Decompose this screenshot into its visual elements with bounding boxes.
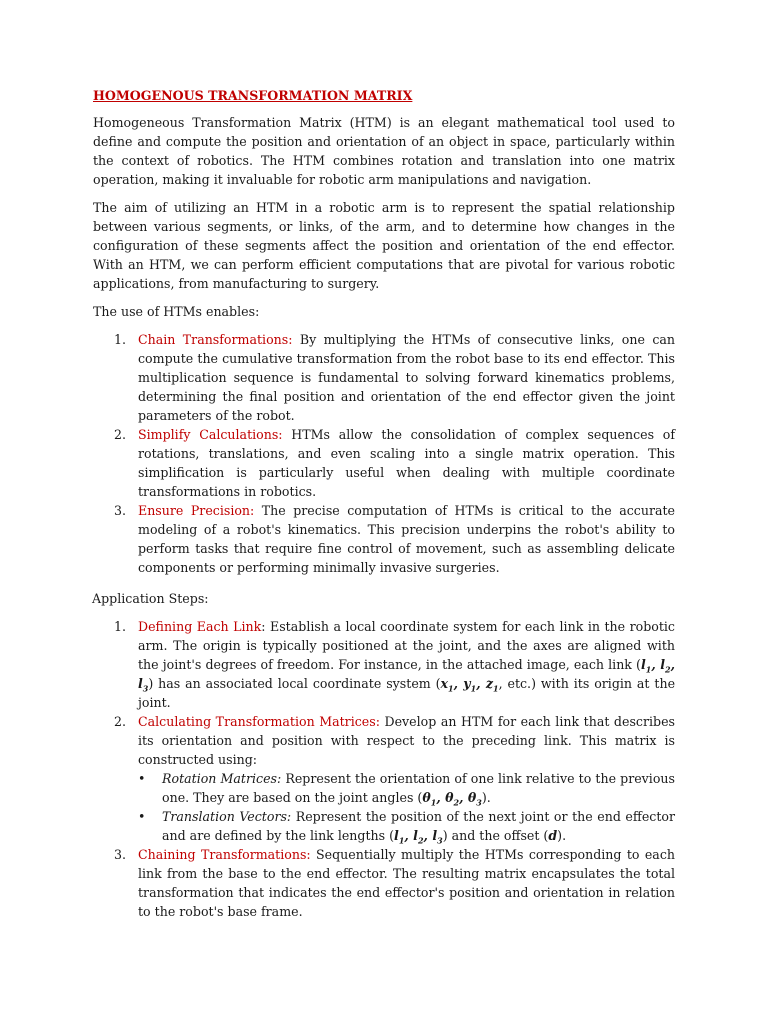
list-number: 2. (114, 714, 127, 729)
list-term: Defining Each Link (138, 619, 262, 634)
list-item (93, 330, 675, 425)
list-item (93, 617, 675, 712)
list-term: Chaining Transformations: (138, 847, 311, 862)
list-number: 3. (114, 503, 127, 518)
document-title: HOMOGENOUS TRANSFORMATION MATRIX (93, 88, 413, 103)
link-variables: $l_1$, $l_2$, $l_3$ (394, 828, 443, 846)
list-term: Simplify Calculations: (138, 427, 283, 442)
bullet-icon: • (138, 809, 146, 824)
list-text: , etc.) with its origin at the joint. (138, 676, 676, 710)
uses-list (93, 330, 675, 577)
list-text: The precise computation of HTMs is critical to the accurate modeling of a robot's kinematics. This precision underpins the robot's ability to perform tasks that require fine control of movement, such as assembling delicate components or performing minimally invasive surgeries. (138, 503, 676, 575)
list-text: By multiplying the HTMs of consecutive links, one can compute the cumulative transformation from the robot base to its end effector. This multiplication sequence is fundamental to solving forward kinematics problems, determining the final position and orientation of the end effector given the joint parameters of the robot. (138, 332, 675, 423)
sub-list (138, 769, 675, 845)
list-number: 3. (114, 847, 127, 862)
list-number: 2. (114, 427, 127, 442)
document-page (93, 86, 675, 933)
list-term: Ensure Precision: (138, 503, 255, 518)
sub-term: Rotation Matrices: (162, 771, 282, 786)
list-term: Chain Transformations: (138, 332, 293, 347)
list-text: Sequentially multiply the HTMs corresponding to each link from the base to the end effector. The resulting matrix encapsulates the total transformation that indicates the end effector's position and orientation in relation to the robot's base frame. (138, 847, 675, 919)
offset-variable: d (548, 828, 558, 843)
list-text: Develop an HTM for each link that describes its orientation and position with respect to the preceding link. This matrix is constructed using: (138, 714, 675, 767)
uses-lead: The use of HTMs enables: (93, 304, 260, 319)
list-number: 1. (114, 619, 127, 634)
list-text: HTMs allow the consolidation of complex sequences of rotations, translations, and even scaling into a single matrix operation. This simplification is particularly useful when dealing with multiple coordinate transformations in robotics. (138, 427, 675, 499)
list-number: 1. (114, 332, 127, 347)
list-item (93, 845, 675, 921)
list-item (93, 501, 675, 577)
sub-list-item (138, 769, 675, 807)
coordinate-variables: $x_1$, $y_1$, $z_1$ (440, 676, 499, 694)
sub-text: Represent the orientation of one link relative to the previous one. They are based on the joint angles ( (162, 771, 675, 805)
steps-list (93, 617, 675, 921)
sub-text: ). (481, 790, 491, 805)
sub-list-item (138, 807, 675, 845)
aim-paragraph: The aim of utilizing an HTM in a robotic arm is to represent the spatial relationship between various segments, or links, of the arm, and to determine how changes in the configuration of these segments affect the position and orientation of the end effector. With an HTM, we can perform efficient computations that are pivotal for various robotic applications, from manufacturing to surgery. (93, 200, 675, 291)
list-term: Calculating Transformation Matrices: (138, 714, 380, 729)
sub-text: ) and the offset ( (442, 828, 549, 843)
list-item (93, 425, 675, 501)
link-variables: $l_1$, $l_2$, $l_3$ (138, 657, 675, 694)
angle-variables: $\theta_1$, $\theta_2$, $\theta_3$ (422, 790, 482, 808)
list-text: ) has an associated local coordinate system ( (148, 676, 441, 691)
list-text: : Establish a local coordinate system for each link in the robotic arm. The origin is typically positioned at the joint, and the axes are aligned with the joint's degrees of freedom. For instance, in the attached image, each link ( (138, 619, 675, 672)
bullet-icon: • (138, 771, 146, 786)
list-item (93, 712, 675, 845)
sub-term: Translation Vectors: (162, 809, 292, 824)
steps-lead: Application Steps: (92, 591, 209, 606)
sub-text: Represent the position of the next joint or the end effector and are defined by the link lengths ( (162, 809, 675, 843)
intro-paragraph: Homogeneous Transformation Matrix (HTM) is an elegant mathematical tool used to define and compute the position and orientation of an object in space, particularly within the context of robotics. The HTM combines rotation and translation into one matrix operation, making it invaluable for robotic arm manipulations and navigation. (93, 115, 675, 187)
sub-text: ). (557, 828, 567, 843)
